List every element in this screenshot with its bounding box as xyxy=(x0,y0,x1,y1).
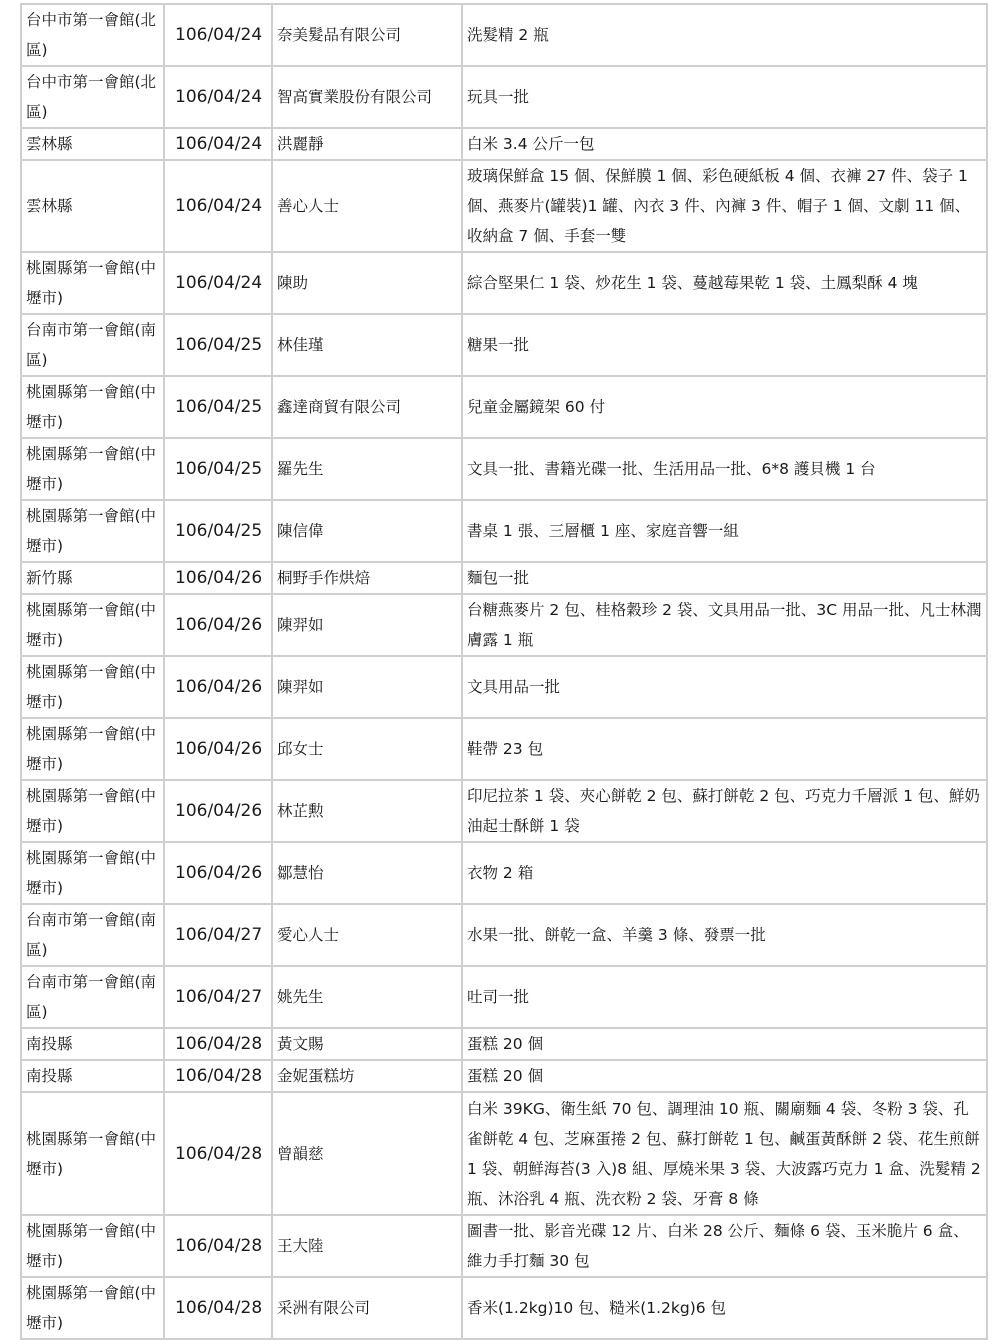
table-row xyxy=(21,594,987,656)
cell-donor: 愛心人士 xyxy=(272,904,462,966)
cell-donor: 智高實業股份有限公司 xyxy=(272,66,462,128)
cell-items: 鞋帶 23 包 xyxy=(462,718,987,780)
cell-donor: 黃文賜 xyxy=(272,1028,462,1060)
cell-location: 台南市第一會館(南區) xyxy=(21,966,164,1028)
cell-items: 吐司一批 xyxy=(462,966,987,1028)
cell-donor: 林芷勲 xyxy=(272,780,462,842)
cell-donor: 陳信偉 xyxy=(272,500,462,562)
cell-donor: 羅先生 xyxy=(272,438,462,500)
cell-location: 台中市第一會館(北區) xyxy=(21,66,164,128)
cell-items: 玻璃保鮮盒 15 個、保鮮膜 1 個、彩色硬紙板 4 個、衣褲 27 件、袋子 1 個、燕麥片(罐裝)1 罐、內衣 3 件、內褲 3 件、帽子 1 個、文劇 11 個、收納盒 7 個、手套一雙 xyxy=(462,160,987,252)
cell-location: 桃園縣第一會館(中壢市) xyxy=(21,780,164,842)
cell-date: 106/04/24 xyxy=(164,128,272,160)
cell-location: 桃園縣第一會館(中壢市) xyxy=(21,376,164,438)
cell-items: 印尼拉茶 1 袋、夾心餅乾 2 包、蘇打餅乾 2 包、巧克力千層派 1 包、鮮奶油起士酥餅 1 袋 xyxy=(462,780,987,842)
cell-donor: 桐野手作烘焙 xyxy=(272,562,462,594)
cell-date: 106/04/27 xyxy=(164,966,272,1028)
cell-date: 106/04/26 xyxy=(164,562,272,594)
cell-location: 雲林縣 xyxy=(21,160,164,252)
table-row xyxy=(21,562,987,594)
cell-items: 水果一批、餅乾一盒、羊羹 3 條、發票一批 xyxy=(462,904,987,966)
cell-date: 106/04/28 xyxy=(164,1060,272,1092)
cell-date: 106/04/28 xyxy=(164,1028,272,1060)
table-row xyxy=(21,66,987,128)
cell-items: 白米 39KG、衛生紙 70 包、調理油 10 瓶、關廟麵 4 袋、冬粉 3 袋、孔雀餅乾 4 包、芝麻蛋捲 2 包、蘇打餅乾 1 包、鹹蛋黃酥餅 2 袋、花生煎餅 1 袋、朝鮮海苔(3 入)8 組、厚燒米果 3 袋、大波露巧克力 1 盒、洗髮精 2 瓶、沐浴乳 4 瓶、洗衣粉 2 袋、牙膏 8 條 xyxy=(462,1092,987,1215)
cell-date: 106/04/25 xyxy=(164,376,272,438)
table-row xyxy=(21,966,987,1028)
cell-items: 玩具一批 xyxy=(462,66,987,128)
cell-location: 新竹縣 xyxy=(21,562,164,594)
table-row xyxy=(21,1092,987,1215)
cell-items: 香米(1.2kg)10 包、糙米(1.2kg)6 包 xyxy=(462,1277,987,1339)
donation-table xyxy=(20,3,988,1340)
cell-location: 台南市第一會館(南區) xyxy=(21,314,164,376)
cell-items: 麵包一批 xyxy=(462,562,987,594)
cell-location: 雲林縣 xyxy=(21,128,164,160)
cell-date: 106/04/24 xyxy=(164,4,272,66)
table-row xyxy=(21,314,987,376)
cell-donor: 陳羿如 xyxy=(272,594,462,656)
cell-location: 桃園縣第一會館(中壢市) xyxy=(21,252,164,314)
cell-donor: 鄒慧怡 xyxy=(272,842,462,904)
table-row xyxy=(21,1028,987,1060)
cell-location: 桃園縣第一會館(中壢市) xyxy=(21,438,164,500)
cell-date: 106/04/25 xyxy=(164,314,272,376)
table-row xyxy=(21,376,987,438)
table-row xyxy=(21,904,987,966)
cell-donor: 奈美髮品有限公司 xyxy=(272,4,462,66)
table-row xyxy=(21,500,987,562)
cell-donor: 采洲有限公司 xyxy=(272,1277,462,1339)
cell-items: 圖書一批、影音光碟 12 片、白米 28 公斤、麵條 6 袋、玉米脆片 6 盒、維力手打麵 30 包 xyxy=(462,1215,987,1277)
cell-location: 台中市第一會館(北區) xyxy=(21,4,164,66)
cell-location: 桃園縣第一會館(中壢市) xyxy=(21,1277,164,1339)
table-row xyxy=(21,718,987,780)
cell-location: 南投縣 xyxy=(21,1060,164,1092)
cell-donor: 林佳瑾 xyxy=(272,314,462,376)
cell-items: 文具用品一批 xyxy=(462,656,987,718)
cell-items: 台糖燕麥片 2 包、桂格穀珍 2 袋、文具用品一批、3C 用品一批、凡士林潤膚露 1 瓶 xyxy=(462,594,987,656)
cell-donor: 陳助 xyxy=(272,252,462,314)
table-row xyxy=(21,842,987,904)
cell-date: 106/04/24 xyxy=(164,66,272,128)
cell-items: 文具一批、書籍光碟一批、生活用品一批、6*8 護貝機 1 台 xyxy=(462,438,987,500)
cell-donor: 邱女士 xyxy=(272,718,462,780)
table-row xyxy=(21,128,987,160)
cell-items: 衣物 2 箱 xyxy=(462,842,987,904)
cell-date: 106/04/28 xyxy=(164,1215,272,1277)
cell-donor: 曾韻慈 xyxy=(272,1092,462,1215)
cell-date: 106/04/26 xyxy=(164,718,272,780)
table-row xyxy=(21,1277,987,1339)
cell-date: 106/04/27 xyxy=(164,904,272,966)
cell-items: 糖果一批 xyxy=(462,314,987,376)
table-row xyxy=(21,656,987,718)
cell-donor: 陳羿如 xyxy=(272,656,462,718)
cell-location: 桃園縣第一會館(中壢市) xyxy=(21,656,164,718)
cell-donor: 鑫達商貿有限公司 xyxy=(272,376,462,438)
cell-date: 106/04/26 xyxy=(164,656,272,718)
cell-location: 桃園縣第一會館(中壢市) xyxy=(21,842,164,904)
cell-donor: 金妮蛋糕坊 xyxy=(272,1060,462,1092)
cell-date: 106/04/26 xyxy=(164,780,272,842)
cell-donor: 姚先生 xyxy=(272,966,462,1028)
cell-location: 桃園縣第一會館(中壢市) xyxy=(21,718,164,780)
cell-location: 桃園縣第一會館(中壢市) xyxy=(21,1092,164,1215)
cell-date: 106/04/24 xyxy=(164,160,272,252)
cell-items: 蛋糕 20 個 xyxy=(462,1028,987,1060)
cell-items: 白米 3.4 公斤一包 xyxy=(462,128,987,160)
table-row xyxy=(21,1215,987,1277)
cell-location: 桃園縣第一會館(中壢市) xyxy=(21,594,164,656)
table-row xyxy=(21,160,987,252)
cell-items: 兒童金屬鏡架 60 付 xyxy=(462,376,987,438)
donation-rows xyxy=(21,4,987,1339)
cell-date: 106/04/28 xyxy=(164,1092,272,1215)
cell-donor: 善心人士 xyxy=(272,160,462,252)
cell-location: 桃園縣第一會館(中壢市) xyxy=(21,1215,164,1277)
cell-items: 洗髮精 2 瓶 xyxy=(462,4,987,66)
table-row xyxy=(21,438,987,500)
cell-date: 106/04/28 xyxy=(164,1277,272,1339)
cell-location: 南投縣 xyxy=(21,1028,164,1060)
cell-donor: 洪麗靜 xyxy=(272,128,462,160)
table-row xyxy=(21,780,987,842)
cell-items: 綜合堅果仁 1 袋、炒花生 1 袋、蔓越莓果乾 1 袋、土鳳梨酥 4 塊 xyxy=(462,252,987,314)
cell-items: 蛋糕 20 個 xyxy=(462,1060,987,1092)
cell-date: 106/04/25 xyxy=(164,500,272,562)
cell-date: 106/04/25 xyxy=(164,438,272,500)
cell-location: 桃園縣第一會館(中壢市) xyxy=(21,500,164,562)
table-row xyxy=(21,252,987,314)
cell-items: 書桌 1 張、三層櫃 1 座、家庭音響一組 xyxy=(462,500,987,562)
table-row xyxy=(21,1060,987,1092)
cell-date: 106/04/24 xyxy=(164,252,272,314)
cell-donor: 王大陸 xyxy=(272,1215,462,1277)
cell-date: 106/04/26 xyxy=(164,842,272,904)
table-row xyxy=(21,4,987,66)
cell-date: 106/04/26 xyxy=(164,594,272,656)
cell-location: 台南市第一會館(南區) xyxy=(21,904,164,966)
